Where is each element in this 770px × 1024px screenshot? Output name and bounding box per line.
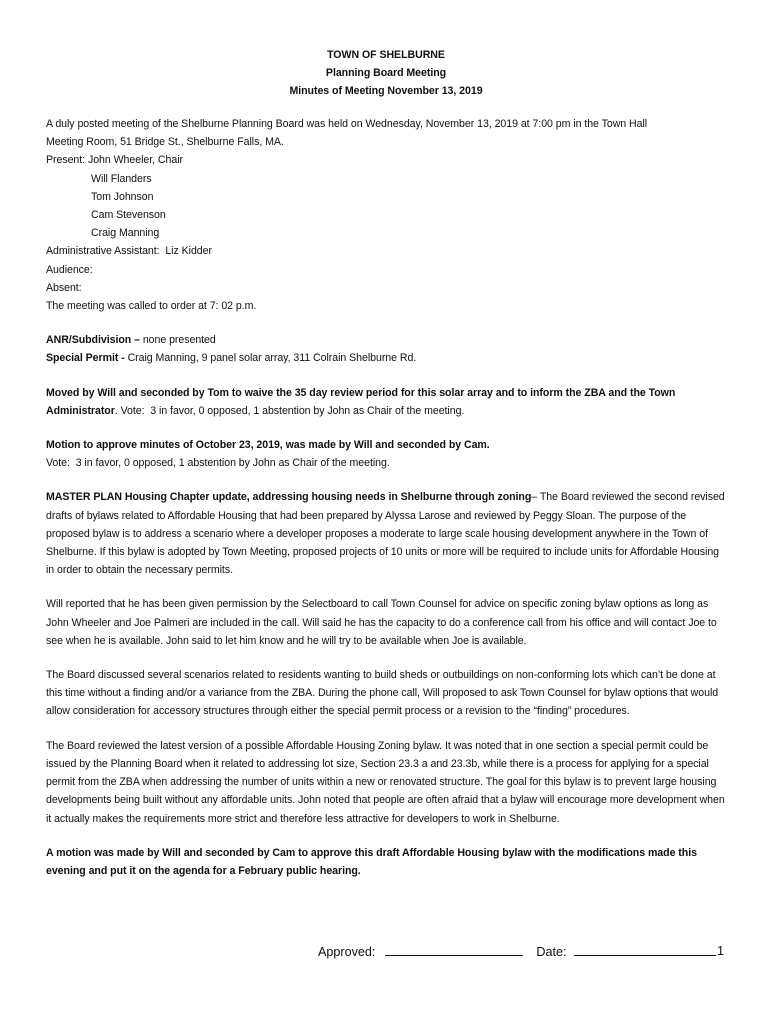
intro-line-1: A duly posted meeting of the Shelburne Planning Board was held on Wednesday, November 13, 2019 at 7:00 pm in the Town Hall xyxy=(46,118,648,130)
motion-affordable-bold: A motion was made by Will and seconded by Cam to approve this draft Affordable Housing bylaw with the modifications made this evening and put it on the agenda for a February public hearing. xyxy=(46,846,697,877)
absent-line: Absent: xyxy=(46,281,82,294)
anr-label: ANR/Subdivision – xyxy=(46,334,140,347)
motion-approve-minutes xyxy=(46,436,726,454)
anr-text: none presented xyxy=(139,334,216,347)
called-to-order: The meeting was called to order at 7: 02 p.m. xyxy=(46,300,257,313)
special-permit-label: Special Permit - xyxy=(46,352,125,365)
anr-item xyxy=(46,331,726,349)
member-craig: Craig Manning xyxy=(91,227,160,240)
member-will: Will Flanders xyxy=(91,172,152,185)
master-plan-text: – The Board reviewed the second revised drafts of bylaws related to Affordable Housing that had been prepared by Alyssa Larose and reviewed by Peggy Sloan. The purpose of the proposed bylaw is to address a scenario where a developer proposes a moderate to large scale housing development anywhere in the Town of Shelburne. If this bylaw is adopted by Town Meeting, proposed projects of 10 units or more will be required to include units for Affordable Housing in order to obtain the necessary permits. xyxy=(46,491,725,577)
special-permit-item xyxy=(46,349,726,367)
motion-waive-bold: Moved by Will and seconded by Tom to waive the 35 day review period for this solar array and to inform the ZBA and the Town Administrator xyxy=(46,386,676,417)
audience-line: Audience: xyxy=(46,263,93,276)
org-title: TOWN OF SHELBURNE xyxy=(327,49,445,61)
motion-minutes-vote: Vote: 3 in favor, 0 opposed, 1 abstention by John as Chair of the meeting. xyxy=(46,457,390,470)
board-reviewed-paragraph: The Board reviewed the latest version of a possible Affordable Housing Zoning bylaw. It was noted that in one section a special permit could be issued by the Planning Board when it related to addressing lot size, Section 23.3 a and 23.3b, while there is a process for applying for a special permit from the ZBA when addressing the number of units within a new or renovated structure. The goal for this bylaw is to prevent large housing developments being built without any affordable units. John noted that people are often afraid that a bylaw will encourage more development when it actually makes the requirements more strict and therefore less attractive for developers to work in Shelburne. xyxy=(46,739,725,825)
intro-line-2: Meeting Room, 51 Bridge St., Shelburne Falls, MA. xyxy=(46,136,284,149)
approved-label: Approved: xyxy=(318,945,376,959)
motion-minutes-bold: Motion to approve minutes of October 23, 2019, was made by Will and seconded by Cam. xyxy=(46,439,490,452)
page-number: 1 xyxy=(716,944,724,958)
master-plan-paragraph xyxy=(46,488,726,579)
date-line xyxy=(574,942,716,956)
meeting-title: Planning Board Meeting xyxy=(325,67,447,79)
member-tom: Tom Johnson xyxy=(91,190,154,203)
motion-waive-review xyxy=(46,384,726,420)
minutes-body xyxy=(46,46,726,880)
master-plan-heading: MASTER PLAN Housing Chapter update, addressing housing needs in Shelburne through zoning xyxy=(46,491,532,504)
minutes-title: Minutes of Meeting November 13, 2019 xyxy=(289,85,483,97)
member-cam: Cam Stevenson xyxy=(91,209,166,222)
motion-affordable-housing xyxy=(46,844,726,880)
motion-waive-vote: . Vote: 3 in favor, 0 opposed, 1 abstention by John as Chair of the meeting. xyxy=(114,404,465,417)
date-label: Date: xyxy=(536,945,567,959)
assistant-line: Administrative Assistant: Liz Kidder xyxy=(46,245,212,258)
present-line: Present: John Wheeler, Chair xyxy=(46,154,183,167)
document-header xyxy=(46,46,726,100)
approved-signature-line xyxy=(385,942,523,956)
approval-footer xyxy=(318,942,738,961)
special-permit-text: Craig Manning, 9 panel solar array, 311 Colrain Shelburne Rd. xyxy=(124,352,417,365)
will-reported-paragraph: Will reported that he has been given permission by the Selectboard to call Town Counsel for advice on specific zoning bylaw options as long as John Wheeler and Joe Palmeri are included in the call. Will said he has the capacity to do a conference call from his office and will contact Joe to see when he is available. John said to let him know and he will try to be available when Joe is available. xyxy=(46,598,717,647)
board-discussed-paragraph: The Board discussed several scenarios related to residents wanting to build sheds or outbuildings on non-conforming lots which can’t be done at this time without a finding and/or a variance from the ZBA. During the phone call, Will proposed to ask Town Counsel for bylaw options that would allow consideration for accessory structures through either the special permit process or a revision to the “finding” procedures. xyxy=(46,669,719,718)
